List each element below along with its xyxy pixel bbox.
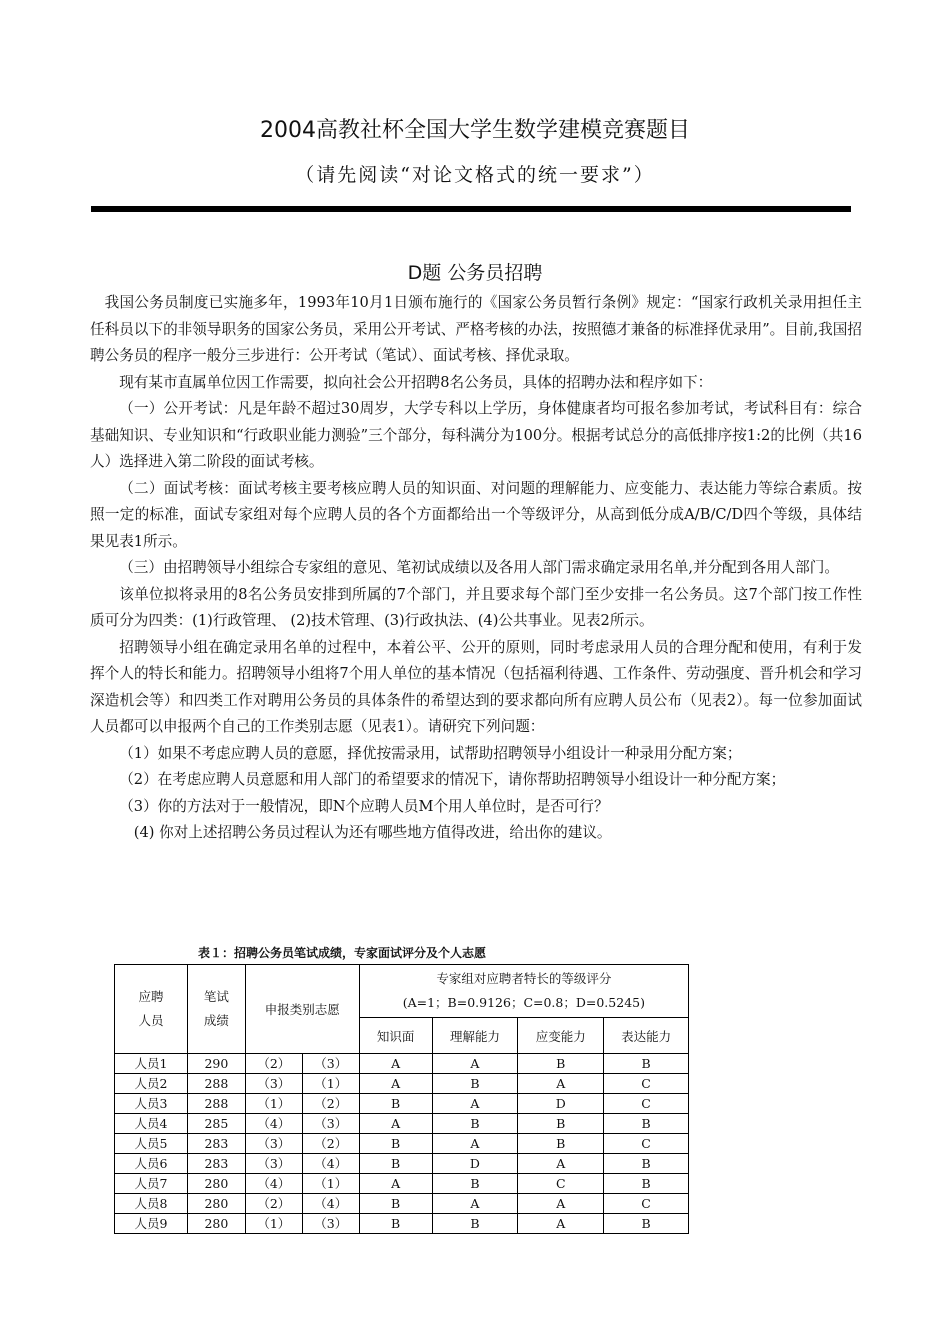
question-1: （1）如果不考虑应聘人员的意愿，择优按需录用，试帮助招聘领导小组设计一种录用分配方案； [119, 744, 742, 762]
paragraph: （一）公开考试：凡是年龄不超过30周岁，大学专科以上学历，身体健康者均可报名参加考试，考试科目有：综合基础知识、专业知识和“行政职业能力测验”三个部分，每科满分为100分。根据考试总分的高低排序按1:2的比例（共16人）选择进入第二阶段的面试考核。 [90, 400, 862, 470]
table-cell: D [518, 1094, 604, 1114]
table-cell: （1） [302, 1174, 359, 1194]
table-body [115, 1054, 689, 1234]
table-row [115, 1174, 689, 1194]
table-cell: C [604, 1094, 689, 1114]
table-cell: （3） [245, 1134, 302, 1154]
table-cell: B [359, 1134, 432, 1154]
table-cell: （4） [245, 1114, 302, 1134]
paragraph: 该单位拟将录用的8名公务员安排到所属的7个部门，并且要求每个部门至少安排一名公务员。这7个部门按工作性质可分为四类：(1)行政管理、 (2)技术管理、(3)行政执法、(4)公共事业。见表2所示。 [90, 585, 862, 629]
table-cell: B [432, 1174, 518, 1194]
table-cell: （3） [245, 1074, 302, 1094]
table-cell: （2） [302, 1134, 359, 1154]
header-expression: 表达能力 [604, 1018, 689, 1054]
table-cell: B [359, 1214, 432, 1234]
table-row [115, 1134, 689, 1154]
table-cell: （3） [302, 1214, 359, 1234]
table-cell: A [359, 1114, 432, 1134]
table-cell: B [518, 1114, 604, 1134]
table-cell: B [432, 1214, 518, 1234]
table-cell: 290 [187, 1054, 245, 1074]
table-cell: B [432, 1114, 518, 1134]
paragraph: （三）由招聘领导小组综合专家组的意见、笔初试成绩以及各用人部门需求确定录用名单,并分配到各用人部门。 [119, 559, 839, 576]
table-cell: A [432, 1134, 518, 1154]
header-adaptability: 应变能力 [518, 1018, 604, 1054]
header-score: 笔试成绩 [187, 965, 245, 1054]
table-row [115, 1074, 689, 1094]
table-cell: A [359, 1074, 432, 1094]
table-cell: （4） [245, 1174, 302, 1194]
table-cell: 人员3 [115, 1094, 188, 1114]
paragraph: 现有某市直属单位因工作需要，拟向社会公开招聘8名公务员，具体的招聘办法和程序如下： [119, 373, 713, 391]
table-cell: （4） [302, 1194, 359, 1214]
table-cell: （2） [245, 1194, 302, 1214]
table-cell: 280 [187, 1174, 245, 1194]
table-cell: A [518, 1214, 604, 1234]
table-cell: A [518, 1074, 604, 1094]
table-cell: C [604, 1134, 689, 1154]
table-row [115, 1114, 689, 1134]
table-row [115, 1154, 689, 1174]
table-cell: B [604, 1114, 689, 1134]
expert-title: 专家组对应聘者特长的等级评分 [436, 971, 612, 986]
table-cell: 人员1 [115, 1054, 188, 1074]
table-cell: 人员8 [115, 1194, 188, 1214]
table-cell: 人员5 [115, 1134, 188, 1154]
page-subtitle: （请先阅读“对论文格式的统一要求”） [295, 164, 655, 186]
table-cell: B [604, 1214, 689, 1234]
table-cell: B [604, 1054, 689, 1074]
table-cell: 288 [187, 1074, 245, 1094]
table-cell: 人员2 [115, 1074, 188, 1094]
table-cell: （3） [302, 1114, 359, 1134]
table-cell: C [604, 1194, 689, 1214]
title-divider [91, 206, 851, 212]
table-cell: A [432, 1094, 518, 1114]
problem-body [90, 290, 862, 847]
table-cell: C [604, 1074, 689, 1094]
paragraph: 我国公务员制度已实施多年，1993年10月1日颁布施行的《国家公务员暂行条例》规定：“国家行政机关录用担任主任科员以下的非领导职务的国家公务员，采用公开考试、严格考核的办法，按照德才兼备的标准择优录用”。目前,我国招聘公务员的程序一般分三步进行：公开考试（笔试）、面试考核、择优录取。 [90, 294, 862, 364]
table-cell: C [518, 1174, 604, 1194]
table-cell: （3） [302, 1054, 359, 1074]
table-cell: （1） [245, 1094, 302, 1114]
table-cell: B [432, 1074, 518, 1094]
table-cell: B [518, 1134, 604, 1154]
header-expert [359, 965, 688, 1018]
table-cell: B [359, 1094, 432, 1114]
table-cell: B [604, 1174, 689, 1194]
page-title: 2004高教社杯全国大学生数学建模竞赛题目 [260, 118, 690, 143]
table-cell: A [359, 1174, 432, 1194]
score-table [114, 964, 689, 1234]
header-comprehension: 理解能力 [432, 1018, 518, 1054]
table-cell: （3） [245, 1154, 302, 1174]
header-wish: 申报类别志愿 [245, 965, 359, 1054]
table-row [115, 1214, 689, 1234]
table-cell: D [432, 1154, 518, 1174]
table-cell: 280 [187, 1214, 245, 1234]
paragraph: （二）面试考核：面试考核主要考核应聘人员的知识面、对问题的理解能力、应变能力、表达能力等综合素质。按照一定的标准，面试专家组对每个应聘人员的各个方面都给出一个等级评分，从高到低分成A/B/C/D四个等级，具体结果见表1所示。 [90, 479, 862, 550]
table-cell: （4） [302, 1154, 359, 1174]
table-cell: B [604, 1154, 689, 1174]
table-cell: 285 [187, 1114, 245, 1134]
table-cell: （2） [245, 1054, 302, 1074]
table-cell: A [518, 1154, 604, 1174]
table-cell: 人员7 [115, 1174, 188, 1194]
table-cell: 280 [187, 1194, 245, 1214]
table-cell: B [518, 1054, 604, 1074]
table-cell: 人员9 [115, 1214, 188, 1234]
table-cell: （2） [302, 1094, 359, 1114]
paragraph: 招聘领导小组在确定录用名单的过程中，本着公平、公开的原则，同时考虑录用人员的合理分配和使用，有利于发挥个人的特长和能力。招聘领导小组将7个用人单位的基本情况（包括福利待遇、工作条件、劳动强度、晋升机会和学习深造机会等）和四类工作对聘用公务员的具体条件的希望达到的要求都向所有应聘人员公布（见表2）。每一位参加面试人员都可以申报两个自己的工作类别志愿（见表1）。请研究下列问题： [90, 638, 862, 735]
table-cell: 人员4 [115, 1114, 188, 1134]
table-row [115, 1194, 689, 1214]
table-row [115, 1054, 689, 1074]
table-cell: 283 [187, 1134, 245, 1154]
table-cell: 283 [187, 1154, 245, 1174]
table-cell: 288 [187, 1094, 245, 1114]
table-cell: A [432, 1054, 518, 1074]
table-cell: （1） [245, 1214, 302, 1234]
grade-scale: (A=1；B=0.9126；C=0.8；D=0.5245) [402, 995, 645, 1010]
table-cell: A [432, 1194, 518, 1214]
header-person: 应聘人员 [115, 965, 188, 1054]
table-cell: A [359, 1054, 432, 1074]
table-cell: B [359, 1154, 432, 1174]
table-cell: B [359, 1194, 432, 1214]
table-cell: （1） [302, 1074, 359, 1094]
question-2: （2）在考虑应聘人员意愿和用人部门的希望要求的情况下，请你帮助招聘领导小组设计一种分配方案； [119, 771, 786, 788]
problem-title: D题 公务员招聘 [407, 262, 543, 284]
header-knowledge: 知识面 [359, 1018, 432, 1054]
table-caption: 表１：招聘公务员笔试成绩，专家面试评分及个人志愿 [198, 946, 487, 960]
question-3: （3）你的方法对于一般情况，即N个应聘人员M个用人单位时，是否可行？ [119, 797, 609, 815]
table-cell: A [518, 1194, 604, 1214]
table-cell: 人员6 [115, 1154, 188, 1174]
question-4: (4) 你对上述招聘公务员过程认为还有哪些地方值得改进，给出你的建议。 [133, 824, 612, 841]
table-row [115, 1094, 689, 1114]
